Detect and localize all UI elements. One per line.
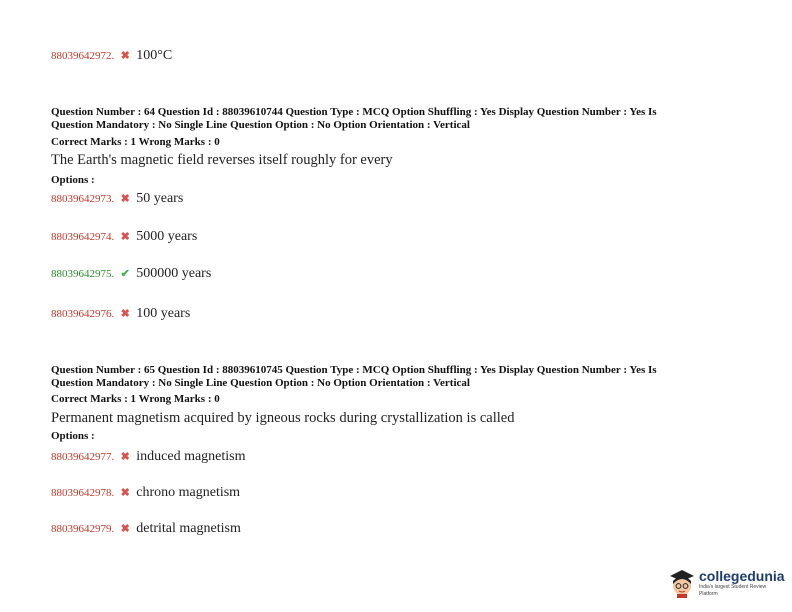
cross-icon: ✖ [120, 308, 130, 320]
option-id: 88039642974. [51, 231, 115, 243]
option-row [51, 485, 240, 501]
option-id: 88039642979. [51, 523, 115, 535]
option-text: 5000 years [136, 229, 198, 244]
question-meta-line: Question Mandatory : No Single Line Question Option : No Option Orientation : Vertical [51, 377, 470, 389]
cross-icon: ✖ [120, 50, 130, 62]
option-text: induced magnetism [136, 449, 246, 464]
collegedunia-logo [668, 565, 786, 601]
question-text: The Earth's magnetic field reverses itself roughly for every [51, 152, 393, 168]
cross-icon: ✖ [120, 193, 130, 205]
options-label: Options : [51, 430, 95, 442]
question-meta [51, 106, 751, 132]
graduate-mascot-icon [668, 568, 696, 598]
cross-icon: ✖ [120, 487, 130, 499]
option-text: 100 years [136, 306, 191, 321]
option-row [51, 521, 241, 537]
question-meta-line: Question Number : 64 Question Id : 88039610744 Question Type : MCQ Option Shuffling : Yes Display Question Number : Yes Is [51, 106, 657, 118]
option-id: 88039642978. [51, 487, 115, 499]
check-icon: ✔ [120, 268, 130, 280]
option-text: 100°C [136, 48, 173, 63]
option-row [51, 48, 172, 64]
option-row [51, 449, 246, 465]
question-meta-line: Question Number : 65 Question Id : 88039610745 Question Type : MCQ Option Shuffling : Yes Display Question Number : Yes Is [51, 364, 657, 376]
option-id: 88039642977. [51, 451, 115, 463]
option-row [51, 191, 183, 207]
question-marks: Correct Marks : 1 Wrong Marks : 0 [51, 393, 220, 405]
option-row [51, 266, 211, 282]
cross-icon: ✖ [120, 451, 130, 463]
brand-name: collegedunia [699, 567, 785, 584]
cross-icon: ✖ [120, 523, 130, 535]
option-row [51, 306, 190, 322]
question-marks: Correct Marks : 1 Wrong Marks : 0 [51, 136, 220, 148]
option-text: detrital magnetism [136, 521, 241, 536]
option-text: chrono magnetism [136, 485, 241, 500]
option-id: 88039642975. [51, 268, 115, 280]
option-text: 50 years [136, 191, 184, 206]
question-meta-line: Question Mandatory : No Single Line Question Option : No Option Orientation : Vertical [51, 119, 470, 131]
option-id: 88039642972. [51, 50, 115, 62]
options-label: Options : [51, 174, 95, 186]
question-text: Permanent magnetism acquired by igneous rocks during crystallization is called [51, 410, 515, 426]
cross-icon: ✖ [120, 231, 130, 243]
option-id: 88039642976. [51, 308, 115, 320]
option-row [51, 229, 197, 245]
option-id: 88039642973. [51, 193, 115, 205]
option-text: 500000 years [136, 266, 212, 281]
brand-tagline: India's largest Student Review Platform [699, 583, 767, 597]
question-meta [51, 364, 751, 390]
